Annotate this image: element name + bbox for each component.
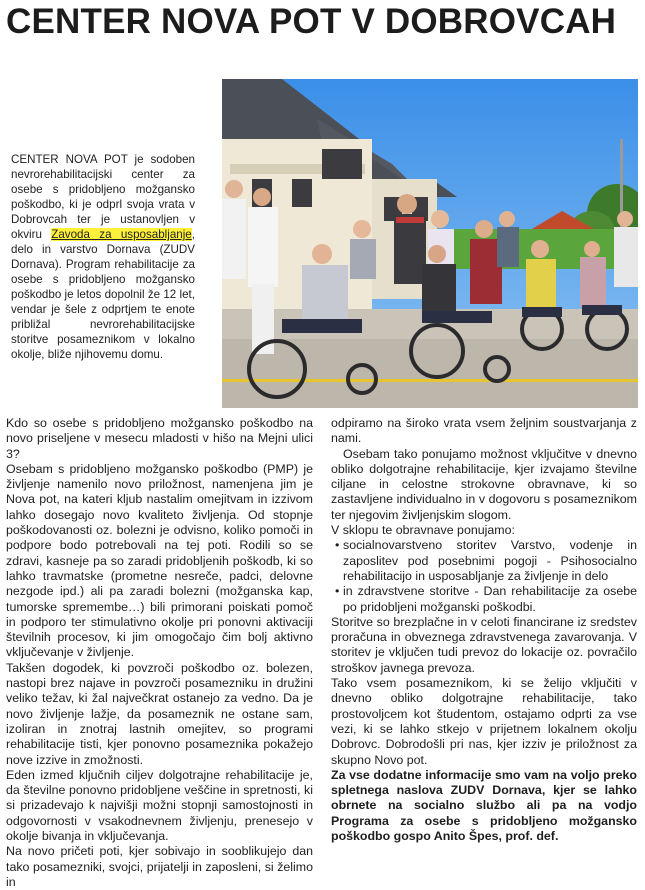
paragraph-body: Takšen dogodek, ki povzroči poškodbo oz. bolezen, nastopi brez najave in povzroči posamezniku in družini veliko težav, ki žal največkrat ostanejo za vedno. Da je novo življenje lažje, da posameznik ne ostane sam, izoliran in znotraj lastnih omejitev, so programi rehabilitacije tisti, kjer ponovno posameznika pokažejo nove izzive in zmožnosti. xyxy=(6,660,313,767)
paragraph-contact: Za vse dodatne informacije smo vam na voljo preko spletnega naslova ZUDV Dornava, kjer se lahko obrnete na socialno službo ali pa na vodjo Programa za osebe s pridobljeno možgansko poškodbo gospo Anito Špes, prof. def. xyxy=(331,767,637,844)
intro-text-before: CENTER NOVA POT je sodoben nevrorehabilitacijski center za osebe s pridobljeno možgansko poškodbo, ki je odprl svoja vrata v Dobrovcah ter je ustanovljen v okviru xyxy=(11,153,195,241)
bullet-icon: • xyxy=(335,584,340,599)
paragraph-body: Storitve so brezplačne in v celoti financirane iz sredstev proračuna in obveznega zdravstvenega zavarovanja. V storitev je vključen tudi prevoz do lokacije oz. povračilo stroškov javnega prevoza. xyxy=(331,614,637,675)
group-photo xyxy=(222,79,638,408)
paragraph-body: Na novo pričeti poti, kjer sobivajo in sooblikujejo dan tako posamezniki, svojci, prijatelji in zaposleni, si želimo in xyxy=(6,844,313,889)
article-title: CENTER NOVA POT V DOBROVCAH xyxy=(6,2,617,41)
paragraph-question: Kdo so osebe s pridobljeno možgansko poškodbo na novo priseljene v mesecu mladosti v hišo na Mejni ulici 3? xyxy=(6,416,313,461)
paragraph-body: Osebam tako ponujamo možnost vključitve v dnevno obliko dolgotrajne rehabilitacije, kjer izvajamo številne ciljane in celostne strokovne obravnave, ki so zastavljene individualno in v dogovoru s posameznikom ter njegovim življenjskim slogom. xyxy=(331,446,637,522)
paragraph-body: V sklopu te obravnave ponujamo: xyxy=(331,523,515,538)
intro-text-after: , delo in varstvo Dornava (ZUDV Dornava). Program rehabilitacije za osebe s pridobljeno možgansko poškodbo je letos dopolnil že 12 let, vendar je šele z odprtjem te enote približal nevrorehabilitacijske storitve posameznikom v lokalno okolje, bliže njihovemu domu. xyxy=(11,228,195,361)
paragraph-body: Osebam s pridobljeno možgansko poškodbo (PMP) je življenje namenilo novo priložnost, namenjena jim je Nova pot, na kateri kljub nastalim omejitvam in izzivom lahko dosegajo novo kvaliteto življenja. Od stopnje poškodovanosti oz. bolezni je odvisno, koliko pomoči in podpore bodo potrebovali na tej poti. Rodili so se zdravi, kasneje pa so zaradi pridobljenih poškodb, ki so lahko travmatske (prometne nesreče, padci, delovne nezgode ipd.) ali pa zaradi bolezni (možganska kap, tumorske spremembe…) bili primorani poiskati pomoč in podporo ter stimulativno okolje pri ponovni aktivaciji številnih procesov, ki jim omogočajo čim bolj aktivno vključevanje v življenje. xyxy=(6,461,313,660)
article-column-left xyxy=(6,416,313,890)
list-item: • in zdravstvene storitve - Dan rehabilitacije za osebe po pridobljeni možganski poškodbi. xyxy=(335,584,637,614)
paragraph-body: Eden izmed ključnih ciljev dolgotrajne rehabilitacije je, da številne ponovno pridobljene veščine in spretnosti, ki si prizadevajo k najvišji možni stopnji samostojnosti in odgovornosti v vsakodnevnem življenju, prenesejo v okolje bivanja in vključevanja. xyxy=(6,767,313,844)
bullet-icon: • xyxy=(335,538,340,553)
intro-paragraph xyxy=(11,152,195,362)
paragraph-body: odpiramo na široko vrata vsem željnim soustvarjanja z nami. xyxy=(331,416,637,446)
paragraph-body: Tako vsem posameznikom, ki se želijo vključiti v dnevno obliko dolgotrajne rehabilitacije, tako prostovoljcem kot študentom, ostajamo odprti za vse vezi, ki se lahko stkejo v prijetnem lokalnem okolju Dobrovc. Dobrodošli pri nas, kjer izziv je priložnost za skupno Novo pot. xyxy=(331,676,637,767)
article-column-right xyxy=(331,416,637,844)
list-item: • socialnovarstveno storitev Varstvo, vodenje in zaposlitev pod posebnimi pogoji - Psihosocialno rehabilitacijo in usposabljanje za življenje in delo xyxy=(335,538,637,583)
intro-highlighted-link[interactable]: Zavoda za usposabljanje xyxy=(51,228,192,241)
services-list xyxy=(331,538,637,614)
